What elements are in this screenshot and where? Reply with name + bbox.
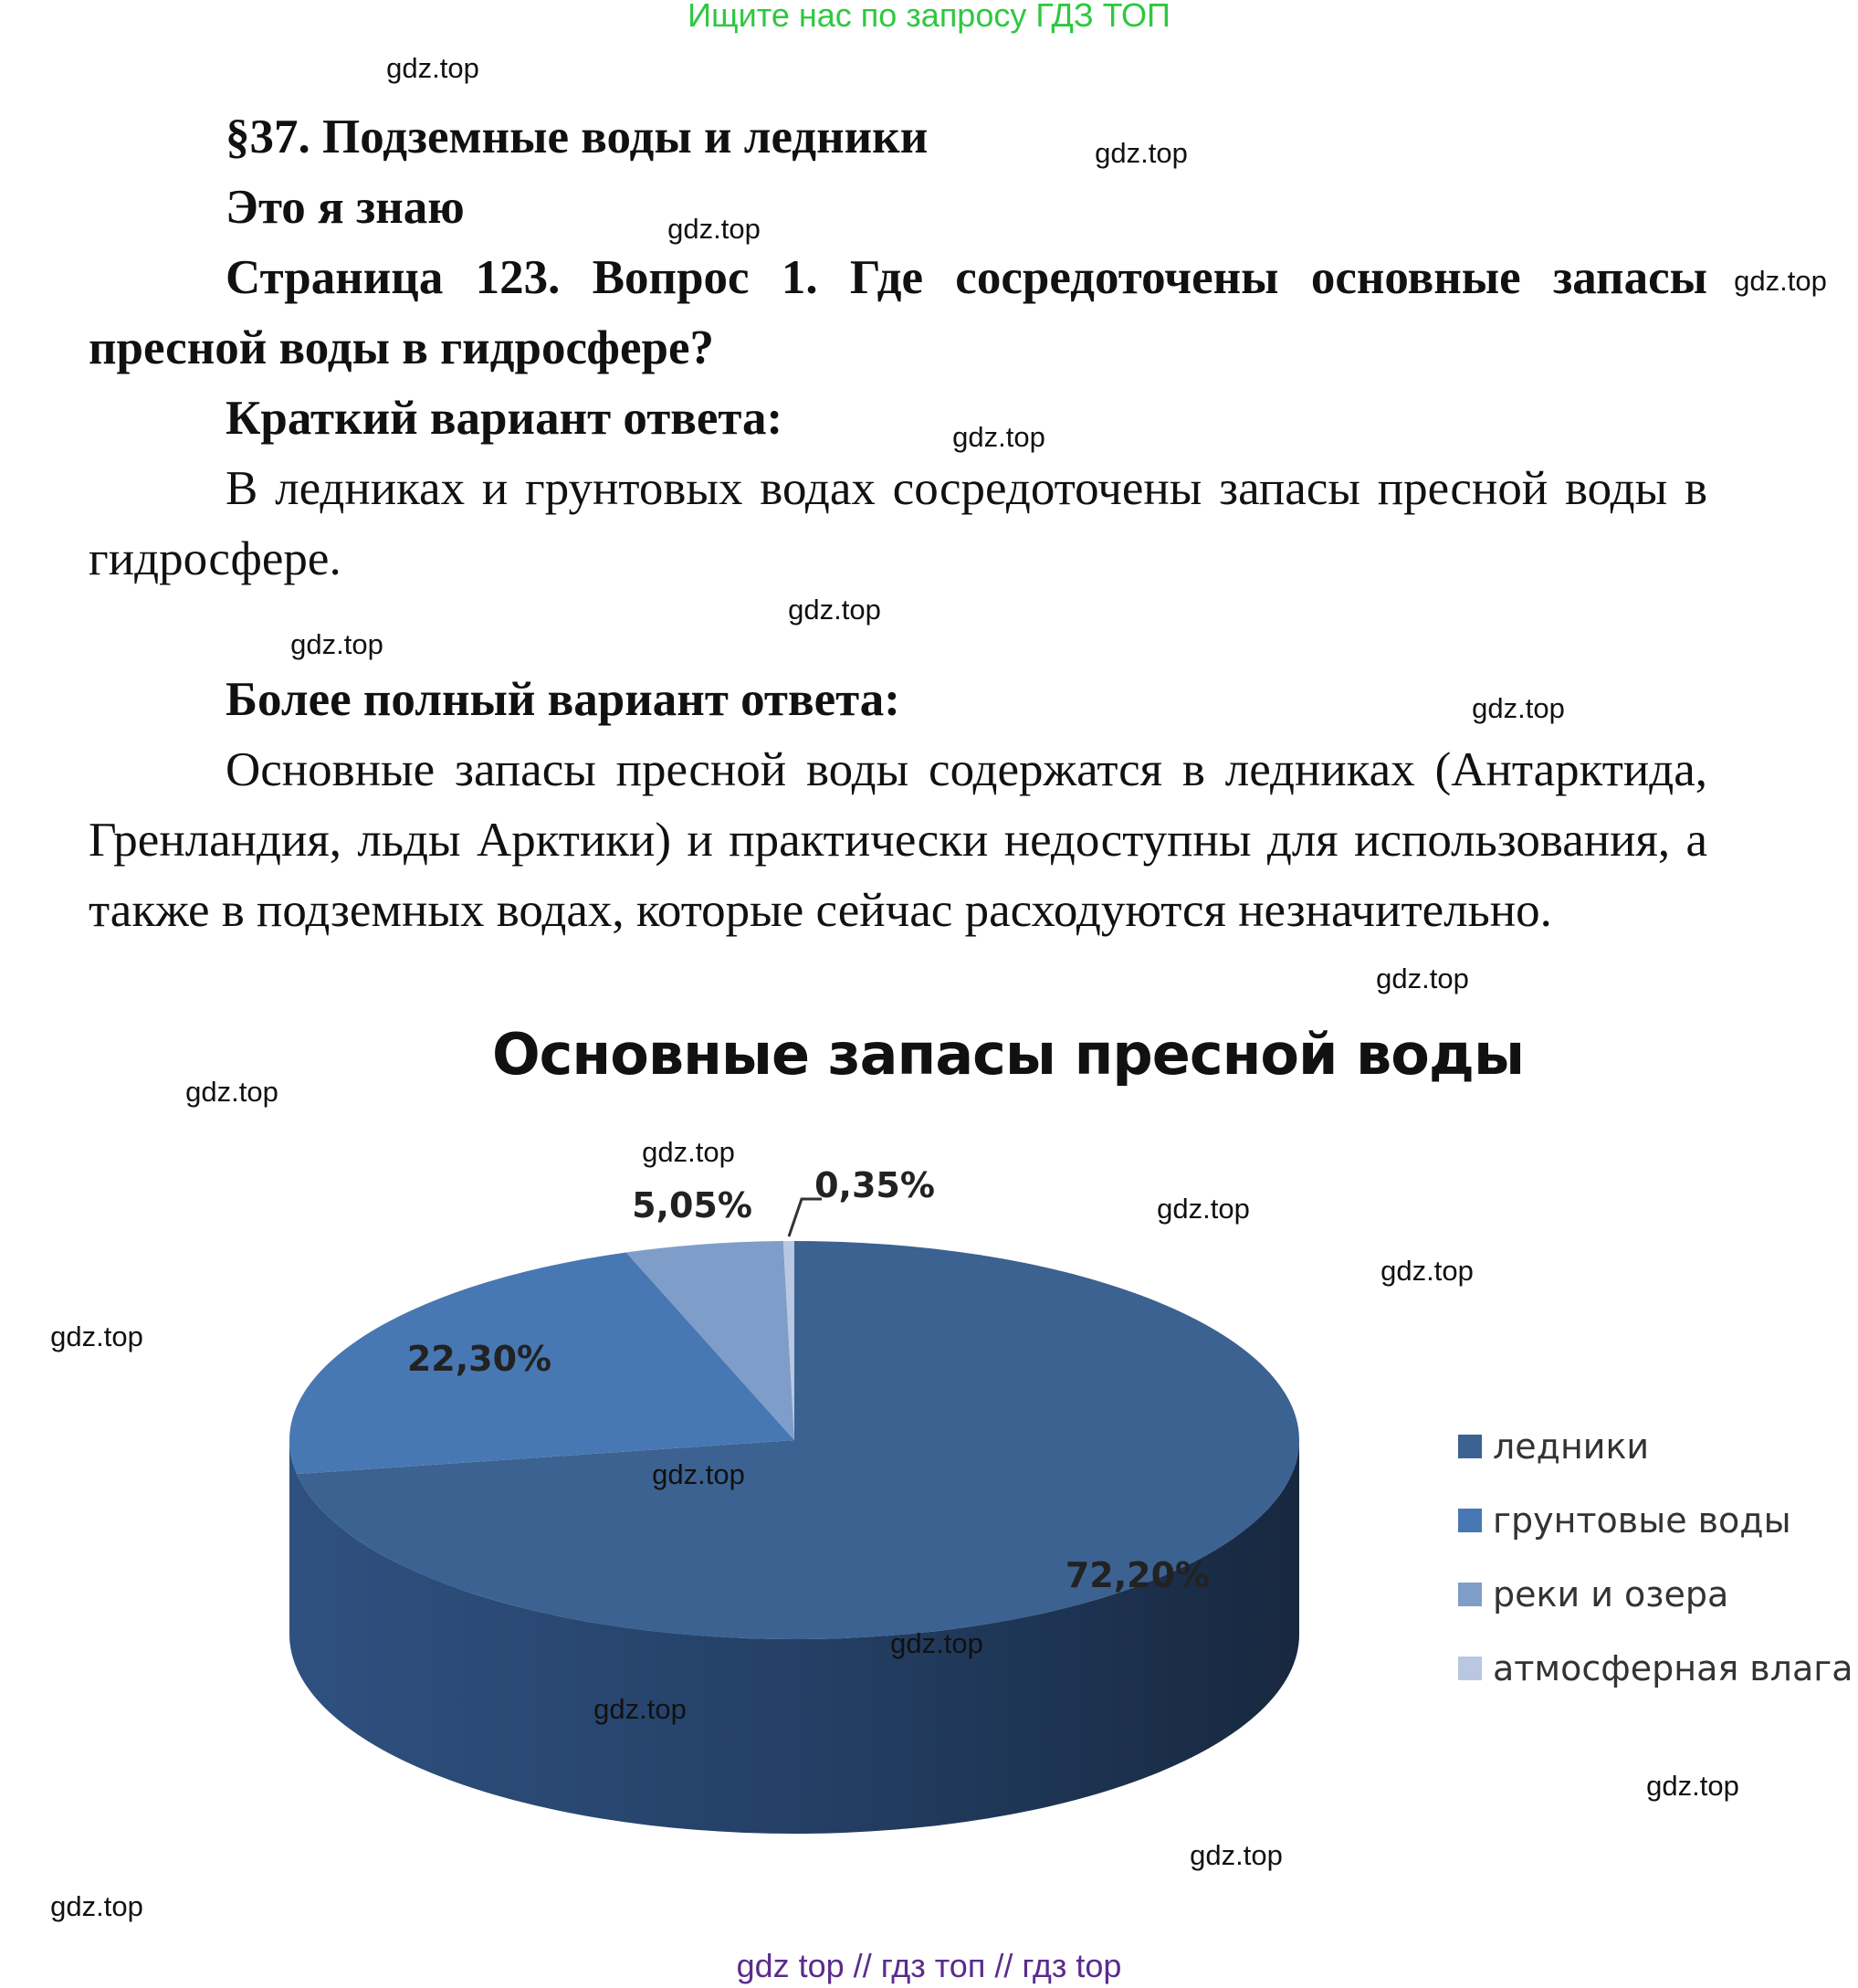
watermark: gdz.top: [788, 594, 881, 626]
watermark: gdz.top: [1472, 692, 1565, 724]
watermark: gdz.top: [1376, 962, 1469, 994]
legend-label: атмосферная влага: [1493, 1647, 1853, 1688]
watermark: gdz.top: [667, 213, 761, 245]
watermark: gdz.top: [1380, 1255, 1474, 1287]
chart-legend: [1458, 1409, 1853, 1705]
question: Страница 123. Вопрос 1. Где сосредоточены основные запасы пресной воды в гидросфере?: [89, 251, 1707, 374]
watermark: gdz.top: [1734, 265, 1827, 297]
legend-label: ледники: [1493, 1425, 1650, 1467]
data-label-glaciers: 72,20%: [1065, 1555, 1211, 1595]
watermark: gdz.top: [1157, 1193, 1250, 1225]
watermark: gdz.top: [386, 52, 479, 84]
watermark: gdz.top: [890, 1627, 983, 1659]
full-answer-heading: Более полный вариант ответа:: [226, 673, 900, 726]
data-label-atmospheric: 0,35%: [814, 1165, 935, 1205]
legend-item-groundwater: [1458, 1483, 1853, 1557]
subsection-title: Это я знаю: [226, 181, 465, 234]
watermark: gdz.top: [593, 1693, 687, 1725]
watermark: gdz.top: [185, 1076, 278, 1108]
legend-item-atmospheric: [1458, 1631, 1853, 1705]
chart-title: Основные запасы пресной воды: [491, 1021, 1525, 1088]
watermark: gdz.top: [652, 1458, 745, 1490]
watermark: gdz.top: [642, 1136, 735, 1168]
legend-item-glaciers: [1458, 1409, 1853, 1483]
short-answer: В ледниках и грунтовых водах сосредоточены запасы пресной воды в гидросфере.: [89, 462, 1707, 585]
legend-swatch: [1458, 1509, 1482, 1532]
data-label-groundwater: 22,30%: [406, 1339, 552, 1379]
legend-label: реки и озера: [1493, 1573, 1729, 1615]
legend-swatch: [1458, 1583, 1482, 1606]
legend-item-rivers-lakes: [1458, 1557, 1853, 1631]
legend-swatch: [1458, 1657, 1482, 1680]
search-banner: Ищите нас по запросу ГДЗ ТОП: [688, 0, 1170, 34]
watermark: gdz.top: [1646, 1770, 1739, 1802]
watermark: gdz.top: [1095, 137, 1188, 169]
watermark: gdz.top: [952, 421, 1045, 453]
watermark: gdz.top: [50, 1890, 143, 1922]
footer-links: gdz top // гдз топ // гдз top: [736, 1947, 1122, 1984]
short-answer-heading: Краткий вариант ответа:: [226, 392, 783, 445]
section-title: §37. Подземные воды и ледники: [226, 110, 929, 163]
watermark: gdz.top: [50, 1320, 143, 1352]
watermark: gdz.top: [1190, 1839, 1283, 1871]
watermark: gdz.top: [290, 628, 383, 660]
data-label-rivers-lakes: 5,05%: [632, 1185, 752, 1225]
legend-label: грунтовые воды: [1493, 1499, 1791, 1541]
legend-swatch: [1458, 1435, 1482, 1458]
full-answer: Основные запасы пресной воды содержатся в ледниках (Антарктида, Гренландия, льды Арктики) и практически недоступны для использования, а также в подземных водах, которые сейчас расходуются незначительно.: [89, 743, 1707, 937]
